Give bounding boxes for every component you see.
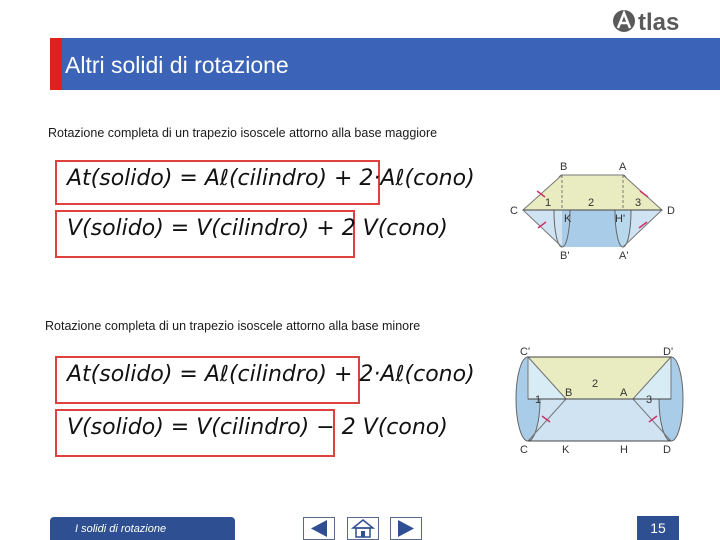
atlas-logo xyxy=(612,6,702,36)
label-D-prime: D' xyxy=(663,346,674,358)
label-D: D xyxy=(667,205,675,217)
svg-text:tlas: tlas xyxy=(638,9,680,36)
label-B: B xyxy=(560,161,568,173)
header-accent xyxy=(50,38,62,90)
label-C: C xyxy=(520,444,528,455)
region-2: 2 xyxy=(592,378,599,390)
region-3: 3 xyxy=(646,394,653,406)
label-D: D xyxy=(663,444,671,455)
home-icon[interactable] xyxy=(347,517,379,540)
formula-volume-1: V(solido) = V(cilindro) + 2 V(cono) xyxy=(55,210,355,258)
label-H: H xyxy=(620,444,628,455)
formula-volume-2: V(solido) = V(cilindro) − 2 V(cono) xyxy=(55,409,335,457)
page-title: Altri solidi di rotazione xyxy=(65,52,289,78)
formula-area-1: At(solido) = Aℓ(cilindro) + 2·Aℓ(cono) xyxy=(55,160,380,205)
footer-label: I solidi di rotazione xyxy=(75,523,167,535)
formula-area-2: At(solido) = Aℓ(cilindro) + 2·Aℓ(cono) xyxy=(55,356,360,404)
label-K: K xyxy=(562,444,570,455)
label-A-prime: A' xyxy=(619,250,629,262)
caption-base-minore: Rotazione completa di un trapezio isoscele attorno alla base minore xyxy=(45,319,421,333)
page-number: 15 xyxy=(637,516,679,540)
label-B-prime: B' xyxy=(560,250,570,262)
figure-base-maggiore xyxy=(505,155,685,265)
label-B: B xyxy=(565,387,573,399)
caption-base-maggiore: Rotazione completa di un trapezio isoscele attorno alla base maggiore xyxy=(48,126,438,140)
prev-arrow-icon[interactable] xyxy=(303,517,335,540)
region-2: 2 xyxy=(588,197,595,209)
label-A: A xyxy=(619,161,627,173)
figure-base-minore xyxy=(510,345,690,455)
label-K: K xyxy=(564,213,572,225)
next-arrow-icon[interactable] xyxy=(390,517,422,540)
region-1: 1 xyxy=(545,197,552,209)
label-C-prime: C' xyxy=(520,346,531,358)
region-1: 1 xyxy=(535,394,542,406)
label-A: A xyxy=(620,387,628,399)
region-3: 3 xyxy=(635,197,642,209)
label-H: H' xyxy=(615,213,626,225)
label-C: C xyxy=(510,205,518,217)
